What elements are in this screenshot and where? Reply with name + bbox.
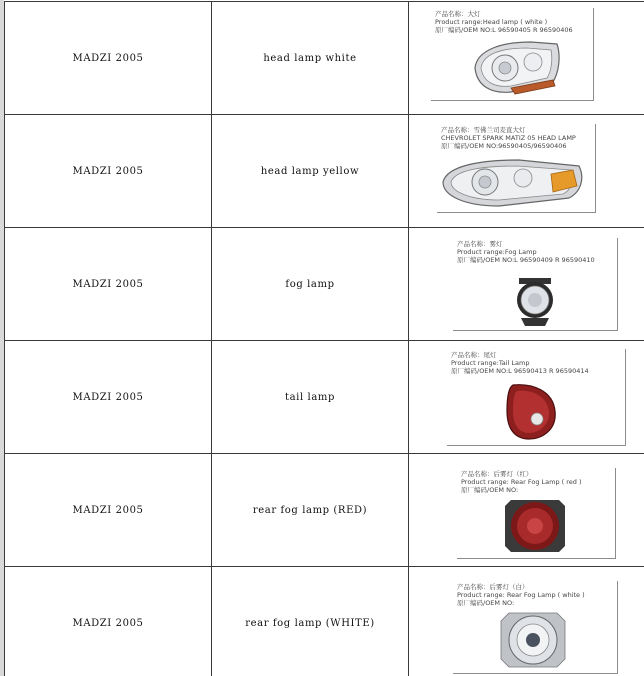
card-name-cn: 产品名称：雪佛兰司麦直大灯 — [441, 126, 526, 134]
rear-fog-lamp-white-icon — [497, 609, 569, 671]
product-image-cell — [409, 2, 644, 115]
card-range: Product range:Tail Lamp — [451, 359, 530, 367]
product-image-cell — [409, 115, 644, 228]
card-name-cn: 产品名称：尾灯 — [451, 351, 497, 359]
description-cell: head lamp white — [212, 2, 409, 115]
card-name-cn: 产品名称：雾灯 — [457, 240, 503, 248]
product-image-cell — [409, 341, 644, 454]
card-oem: 原厂编码/OEM NO:L 96590405 R 96590406 — [435, 26, 573, 34]
card-name-cn: 产品名称：大灯 — [435, 10, 481, 18]
card-range: CHEVROLET SPARK MATIZ 05 HEAD LAMP — [441, 134, 576, 142]
description-cell: tail lamp — [212, 341, 409, 454]
product-image-cell — [409, 567, 644, 676]
rear-fog-lamp-red-icon — [501, 496, 569, 558]
product-image-cell — [409, 454, 644, 567]
description-cell: rear fog lamp (RED) — [212, 454, 409, 567]
product-photo-card — [453, 238, 618, 331]
product-image-cell — [409, 228, 644, 341]
card-range: Product range: Rear Fog Lamp ( white ) — [457, 591, 585, 599]
table-row — [5, 115, 644, 228]
description-cell: rear fog lamp (WHITE) — [212, 567, 409, 676]
card-oem: 原厂编码/OEM NO:96590405/96590406 — [441, 142, 567, 150]
table-row — [5, 228, 644, 341]
description-cell: fog lamp — [212, 228, 409, 341]
table-row — [5, 454, 644, 567]
model-cell: MADZI 2005 — [5, 228, 212, 341]
card-oem: 原厂编码/OEM NO:L 96590409 R 96590410 — [457, 256, 595, 264]
fog-lamp-icon — [513, 272, 557, 328]
product-photo-card — [457, 468, 616, 559]
model-cell: MADZI 2005 — [5, 115, 212, 228]
card-range: Product range:Head lamp ( white ) — [435, 18, 548, 26]
card-range: Product range:Fog Lamp — [457, 248, 537, 256]
card-oem: 原厂编码/OEM NO: — [457, 599, 515, 607]
card-name-cn: 产品名称：后雾灯（白） — [457, 583, 529, 591]
card-range: Product range: Rear Fog Lamp ( red ) — [461, 478, 582, 486]
head-lamp-white-icon — [471, 38, 563, 96]
card-oem: 原厂编码/OEM NO: — [461, 486, 519, 494]
parts-table — [4, 1, 644, 676]
card-oem: 原厂编码/OEM NO:L 96590413 R 96590414 — [451, 367, 589, 375]
table-row — [5, 341, 644, 454]
table-row — [5, 2, 644, 115]
product-photo-card — [437, 124, 596, 213]
tail-lamp-icon — [503, 381, 561, 443]
model-cell: MADZI 2005 — [5, 454, 212, 567]
model-cell: MADZI 2005 — [5, 2, 212, 115]
product-photo-card — [447, 349, 626, 446]
head-lamp-yellow-icon — [439, 156, 589, 208]
product-photo-card — [453, 581, 618, 674]
model-cell: MADZI 2005 — [5, 567, 212, 676]
model-cell: MADZI 2005 — [5, 341, 212, 454]
card-name-cn: 产品名称：后雾灯（红） — [461, 470, 533, 478]
product-photo-card — [431, 8, 594, 101]
table-row — [5, 567, 644, 676]
description-cell: head lamp yellow — [212, 115, 409, 228]
